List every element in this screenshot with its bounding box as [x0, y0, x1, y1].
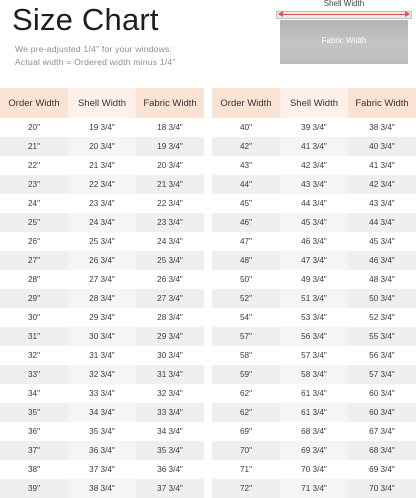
order-width-cell: 43" — [212, 156, 280, 175]
fabric-width-cell: 50 3/4" — [348, 289, 416, 308]
shell-width-cell: 22 3/4" — [68, 175, 136, 194]
column-gap — [204, 327, 212, 346]
column-gap — [204, 251, 212, 270]
order-width-cell: 59" — [212, 365, 280, 384]
order-width-cell: 39" — [0, 479, 68, 498]
shell-width-cell: 26 3/4" — [68, 251, 136, 270]
order-width-cell: 37" — [0, 441, 68, 460]
order-width-cell: 35" — [0, 403, 68, 422]
order-width-cell: 40" — [212, 118, 280, 137]
shell-width-cell: 23 3/4" — [68, 194, 136, 213]
table-row — [0, 422, 416, 441]
fabric-width-cell: 33 3/4" — [136, 403, 204, 422]
table-row — [0, 175, 416, 194]
column-gap — [204, 88, 212, 118]
shell-width-cell: 34 3/4" — [68, 403, 136, 422]
shell-width-cell: 32 3/4" — [68, 365, 136, 384]
shell-width-cell: 45 3/4" — [280, 213, 348, 232]
shell-width-cell: 57 3/4" — [280, 346, 348, 365]
fabric-width-cell: 41 3/4" — [348, 156, 416, 175]
shell-width-cell: 53 3/4" — [280, 308, 348, 327]
table-row — [0, 460, 416, 479]
fabric-width-cell: 31 3/4" — [136, 365, 204, 384]
fabric-width-cell: 44 3/4" — [348, 213, 416, 232]
fabric-width-cell: 48 3/4" — [348, 270, 416, 289]
header-order-width: Order Width — [212, 88, 280, 118]
shell-width-cell: 42 3/4" — [280, 156, 348, 175]
order-width-cell: 47" — [212, 232, 280, 251]
column-gap — [204, 137, 212, 156]
shell-width-cell: 25 3/4" — [68, 232, 136, 251]
order-width-cell: 21" — [0, 137, 68, 156]
fabric-width-cell: 70 3/4" — [348, 479, 416, 498]
order-width-cell: 42" — [212, 137, 280, 156]
shell-width-cell: 19 3/4" — [68, 118, 136, 137]
order-width-cell: 24" — [0, 194, 68, 213]
order-width-cell: 69" — [212, 422, 280, 441]
fabric-width-cell: 36 3/4" — [136, 460, 204, 479]
table-row — [0, 365, 416, 384]
order-width-cell: 72" — [212, 479, 280, 498]
column-gap — [204, 384, 212, 403]
fabric-width-cell: 40 3/4" — [348, 137, 416, 156]
shell-width-cell: 31 3/4" — [68, 346, 136, 365]
order-width-cell: 52" — [212, 289, 280, 308]
shell-width-cell: 51 3/4" — [280, 289, 348, 308]
page-title: Size Chart — [12, 2, 159, 37]
order-width-cell: 33" — [0, 365, 68, 384]
shell-width-cell: 39 3/4" — [280, 118, 348, 137]
fabric-width-cell: 34 3/4" — [136, 422, 204, 441]
column-gap — [204, 156, 212, 175]
table-row — [0, 403, 416, 422]
shell-width-cell: 35 3/4" — [68, 422, 136, 441]
header-order-width: Order Width — [0, 88, 68, 118]
shell-width-cell: 61 3/4" — [280, 384, 348, 403]
fabric-width-cell: 19 3/4" — [136, 137, 204, 156]
shell-width-cell: 36 3/4" — [68, 441, 136, 460]
order-width-cell: 29" — [0, 289, 68, 308]
order-width-cell: 31" — [0, 327, 68, 346]
order-width-cell: 27" — [0, 251, 68, 270]
fabric-width-cell: 56 3/4" — [348, 346, 416, 365]
column-gap — [204, 213, 212, 232]
order-width-cell: 23" — [0, 175, 68, 194]
fabric-width-cell: 46 3/4" — [348, 251, 416, 270]
column-gap — [204, 289, 212, 308]
header-shell-width: Shell Width — [280, 88, 348, 118]
table-header-row — [0, 88, 416, 118]
shell-width-cell: 30 3/4" — [68, 327, 136, 346]
shell-bar — [276, 11, 412, 19]
shell-width-cell: 47 3/4" — [280, 251, 348, 270]
column-gap — [204, 422, 212, 441]
order-width-cell: 46" — [212, 213, 280, 232]
column-gap — [204, 270, 212, 289]
table-row — [0, 441, 416, 460]
arrow-right-icon — [405, 11, 410, 17]
fabric-width-cell: 30 3/4" — [136, 346, 204, 365]
order-width-cell: 44" — [212, 175, 280, 194]
shell-width-cell: 24 3/4" — [68, 213, 136, 232]
order-width-cell: 22" — [0, 156, 68, 175]
order-width-cell: 36" — [0, 422, 68, 441]
order-width-cell: 58" — [212, 346, 280, 365]
order-width-cell: 34" — [0, 384, 68, 403]
shell-width-cell: 27 3/4" — [68, 270, 136, 289]
column-gap — [204, 403, 212, 422]
shell-width-cell: 37 3/4" — [68, 460, 136, 479]
order-width-cell: 20" — [0, 118, 68, 137]
shell-width-cell: 56 3/4" — [280, 327, 348, 346]
table-row — [0, 251, 416, 270]
fabric-width-cell: 29 3/4" — [136, 327, 204, 346]
fabric-width-cell: 55 3/4" — [348, 327, 416, 346]
shell-width-cell: 29 3/4" — [68, 308, 136, 327]
order-width-cell: 38" — [0, 460, 68, 479]
order-width-cell: 71" — [212, 460, 280, 479]
fabric-width-cell: 22 3/4" — [136, 194, 204, 213]
shell-width-cell: 38 3/4" — [68, 479, 136, 498]
shell-width-cell: 70 3/4" — [280, 460, 348, 479]
shell-width-cell: 28 3/4" — [68, 289, 136, 308]
table-row — [0, 479, 416, 498]
size-table-container — [0, 88, 416, 498]
table-row — [0, 137, 416, 156]
table-row — [0, 346, 416, 365]
fabric-width-cell: 37 3/4" — [136, 479, 204, 498]
column-gap — [204, 232, 212, 251]
table-row — [0, 384, 416, 403]
fabric-width-cell: 67 3/4" — [348, 422, 416, 441]
table-body — [0, 118, 416, 498]
order-width-cell: 50" — [212, 270, 280, 289]
header-shell-width: Shell Width — [68, 88, 136, 118]
column-gap — [204, 365, 212, 384]
shell-width-cell: 21 3/4" — [68, 156, 136, 175]
order-width-cell: 62" — [212, 403, 280, 422]
order-width-cell: 45" — [212, 194, 280, 213]
header-fabric-width: Fabric Width — [136, 88, 204, 118]
fabric-width-cell: 69 3/4" — [348, 460, 416, 479]
order-width-cell: 57" — [212, 327, 280, 346]
shell-width-cell: 20 3/4" — [68, 137, 136, 156]
fabric-width-cell: 52 3/4" — [348, 308, 416, 327]
table-row — [0, 270, 416, 289]
order-width-cell: 62" — [212, 384, 280, 403]
column-gap — [204, 308, 212, 327]
table-row — [0, 327, 416, 346]
table-row — [0, 232, 416, 251]
fabric-width-cell: 42 3/4" — [348, 175, 416, 194]
fabric-width-cell: 24 3/4" — [136, 232, 204, 251]
subtitle — [15, 43, 176, 68]
fabric-width-cell: 45 3/4" — [348, 232, 416, 251]
order-width-cell: 25" — [0, 213, 68, 232]
order-width-cell: 48" — [212, 251, 280, 270]
order-width-cell: 54" — [212, 308, 280, 327]
order-width-cell: 30" — [0, 308, 68, 327]
column-gap — [204, 460, 212, 479]
fabric-width-cell: 27 3/4" — [136, 289, 204, 308]
fabric-width-cell: 23 3/4" — [136, 213, 204, 232]
column-gap — [204, 194, 212, 213]
shell-width-cell: 43 3/4" — [280, 175, 348, 194]
fabric-width-cell: 20 3/4" — [136, 156, 204, 175]
fabric-width-cell: 60 3/4" — [348, 384, 416, 403]
shell-width-cell: 41 3/4" — [280, 137, 348, 156]
table-row — [0, 213, 416, 232]
column-gap — [204, 175, 212, 194]
subtitle-line-2: Actual width = Ordered width minus 1/4" — [15, 56, 176, 67]
fabric-width-cell: 35 3/4" — [136, 441, 204, 460]
order-width-cell: 32" — [0, 346, 68, 365]
shell-width-arrow — [279, 14, 409, 15]
column-gap — [204, 346, 212, 365]
shell-width-cell: 69 3/4" — [280, 441, 348, 460]
width-diagram — [274, 0, 414, 66]
fabric-width-cell: 18 3/4" — [136, 118, 204, 137]
shell-width-label: Shell Width — [323, 0, 365, 8]
shell-width-cell: 33 3/4" — [68, 384, 136, 403]
header-fabric-width: Fabric Width — [348, 88, 416, 118]
fabric-width-cell: 60 3/4" — [348, 403, 416, 422]
fabric-width-cell: 38 3/4" — [348, 118, 416, 137]
shell-width-cell: 68 3/4" — [280, 422, 348, 441]
fabric-width-cell: 25 3/4" — [136, 251, 204, 270]
fabric-width-cell: 26 3/4" — [136, 270, 204, 289]
fabric-width-label: Fabric Width — [321, 36, 367, 45]
fabric-width-cell: 21 3/4" — [136, 175, 204, 194]
order-width-cell: 70" — [212, 441, 280, 460]
shell-width-cell: 46 3/4" — [280, 232, 348, 251]
column-gap — [204, 441, 212, 460]
order-width-cell: 26" — [0, 232, 68, 251]
fabric-panel — [280, 20, 408, 64]
table-row — [0, 194, 416, 213]
table-row — [0, 308, 416, 327]
fabric-width-cell: 28 3/4" — [136, 308, 204, 327]
table-row — [0, 289, 416, 308]
shell-width-cell: 44 3/4" — [280, 194, 348, 213]
shell-width-cell: 61 3/4" — [280, 403, 348, 422]
size-table — [0, 88, 416, 498]
fabric-width-cell: 43 3/4" — [348, 194, 416, 213]
column-gap — [204, 118, 212, 137]
fabric-width-cell: 32 3/4" — [136, 384, 204, 403]
fabric-width-cell: 68 3/4" — [348, 441, 416, 460]
table-row — [0, 118, 416, 137]
subtitle-line-1: We pre-adjusted 1/4" for your windows: — [15, 44, 173, 54]
shell-width-cell: 49 3/4" — [280, 270, 348, 289]
shell-width-cell: 58 3/4" — [280, 365, 348, 384]
table-row — [0, 156, 416, 175]
order-width-cell: 28" — [0, 270, 68, 289]
arrow-left-icon — [278, 11, 283, 17]
fabric-width-cell: 57 3/4" — [348, 365, 416, 384]
column-gap — [204, 479, 212, 498]
shell-width-cell: 71 3/4" — [280, 479, 348, 498]
